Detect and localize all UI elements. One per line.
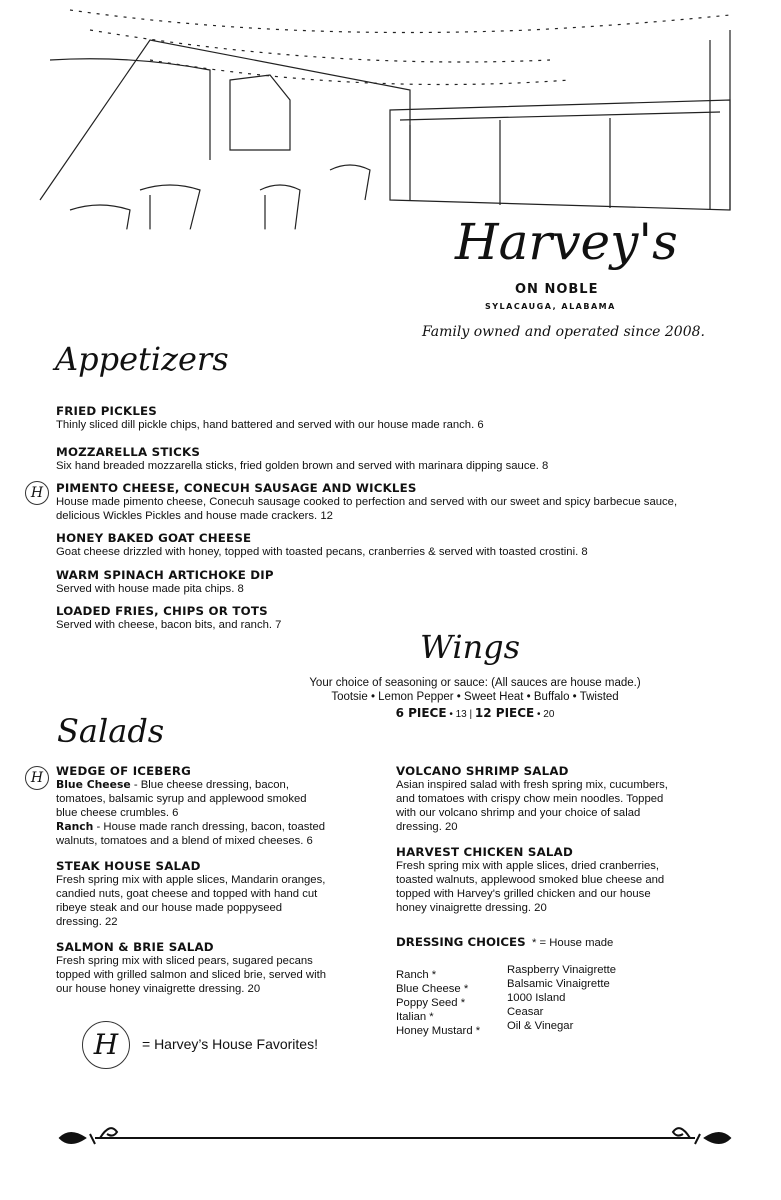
option-desc: - House made ranch dressing, bacon, toasted walnuts, tomatoes and a blend of mixed cheeses. 6 xyxy=(56,821,326,847)
dressing-title: DRESSING CHOICES xyxy=(396,935,526,949)
menu-item xyxy=(56,531,756,559)
option-desc: - Blue cheese dressing, bacon, tomatoes, balsamic syrup and applewood smoked blue cheese crumbles. 6 xyxy=(56,779,307,819)
house-favorite-legend-icon: H xyxy=(82,1021,130,1069)
item-desc xyxy=(56,778,331,820)
twelve-piece-label: 12 PIECE xyxy=(474,706,535,720)
appetizers-title: Appetizers xyxy=(55,340,229,378)
dressing-option: Ceasar xyxy=(507,1006,544,1018)
dressing-note: * = House made xyxy=(532,937,614,949)
dressing-option: Oil & Vinegar xyxy=(507,1020,574,1032)
item-desc: Goat cheese drizzled with honey, topped with toasted pecans, cranberries & served with toasted crostini. 8 xyxy=(56,546,588,558)
logo-name: Harvey's xyxy=(455,213,678,271)
menu-item xyxy=(56,481,716,523)
item-desc: House made pimento cheese, Conecuh sausage cooked to perfection and served with our sweet and spicy barbecue sauce, delicious Wickles Pickles and house made crackers. 12 xyxy=(56,496,678,522)
menu-item xyxy=(56,940,331,996)
twelve-piece-price: • 20 xyxy=(534,709,555,720)
item-desc: Six hand breaded mozzarella sticks, fried golden brown and served with marinara dipping sauce. 8 xyxy=(56,460,549,472)
item-name: STEAK HOUSE SALAD xyxy=(56,859,201,873)
legend-text: = Harvey’s House Favorites! xyxy=(142,1036,318,1052)
item-desc: Fresh spring mix with sliced pears, sugared pecans topped with grilled salmon and sliced brie, served with our house honey vinaigrette dressing. 20 xyxy=(56,955,327,995)
item-desc: Fresh spring mix with apple slices, Mandarin oranges, candied nuts, goat cheese and topped with hand cut ribeye steak and our house made poppyseed dressing. 22 xyxy=(56,874,326,928)
item-desc: Asian inspired salad with fresh spring mix, cucumbers, and tomatoes with crispy chow mein noodles. Topped with our volcano shrimp and your choice of salad dressing. 20 xyxy=(396,779,668,833)
dressing-option: Ranch * xyxy=(396,969,437,981)
item-name: WEDGE OF ICEBERG xyxy=(56,764,192,778)
menu-item xyxy=(56,568,756,596)
item-name: HONEY BAKED GOAT CHEESE xyxy=(56,531,252,545)
option-label: Ranch xyxy=(56,820,94,833)
item-name: VOLCANO SHRIMP SALAD xyxy=(396,764,569,778)
dressing-list-2 xyxy=(507,963,616,1033)
wings-flavors: Tootsie • Lemon Pepper • Sweet Heat • Buffalo • Twisted xyxy=(331,691,619,703)
item-name: MOZZARELLA STICKS xyxy=(56,445,201,459)
wings-title: Wings xyxy=(420,628,521,666)
menu-item xyxy=(56,404,756,432)
item-desc: Fresh spring mix with apple slices, dried cranberries, toasted walnuts, applewood smoked blue cheese and topped with Harvey's grilled chicken and our house honey vinaigrette dressing. 20 xyxy=(396,860,665,914)
menu-item xyxy=(56,445,756,473)
item-name: PIMENTO CHEESE, CONECUH SAUSAGE AND WICKLES xyxy=(56,481,417,495)
item-name: LOADED FRIES, CHIPS OR TOTS xyxy=(56,604,268,618)
item-name: FRIED PICKLES xyxy=(56,404,157,418)
item-desc xyxy=(56,820,331,848)
item-name: WARM SPINACH ARTICHOKE DIP xyxy=(56,568,274,582)
patio-illustration xyxy=(30,0,750,230)
logo-location: SYLACAUGA, ALABAMA xyxy=(485,302,616,311)
tagline: Family owned and operated since 2008. xyxy=(422,324,705,340)
dressing-list-1 xyxy=(396,968,480,1038)
dressing-option: Honey Mustard * xyxy=(396,1025,481,1037)
item-name: SALMON & BRIE SALAD xyxy=(56,940,214,954)
item-desc: Thinly sliced dill pickle chips, hand battered and served with our house made ranch. 6 xyxy=(56,419,484,431)
item-desc: Served with cheese, bacon bits, and ranch. 7 xyxy=(56,619,282,631)
wings-info xyxy=(275,676,675,722)
six-piece-price: • 13 | xyxy=(446,709,475,720)
logo-subtitle: ON NOBLE xyxy=(515,282,599,297)
dressing-option: Italian * xyxy=(396,1011,434,1023)
house-favorite-icon: H xyxy=(25,481,49,505)
dressing-option: 1000 Island xyxy=(507,992,566,1004)
six-piece-label: 6 PIECE xyxy=(395,706,447,720)
dressing-option: Raspberry Vinaigrette xyxy=(507,964,617,976)
item-name: HARVEST CHICKEN SALAD xyxy=(396,845,573,859)
salads-title: Salads xyxy=(57,712,165,750)
menu-item-wedge xyxy=(56,764,331,848)
menu-item xyxy=(56,604,756,632)
menu-item xyxy=(396,764,671,834)
dressing-option: Blue Cheese * xyxy=(396,983,469,995)
menu-item xyxy=(396,845,671,915)
house-favorite-icon: H xyxy=(25,766,49,790)
menu-item xyxy=(56,859,331,929)
dressing-option: Balsamic Vinaigrette xyxy=(507,978,610,990)
item-desc: Served with house made pita chips. 8 xyxy=(56,583,244,595)
wings-pricing xyxy=(275,706,675,722)
decorative-divider xyxy=(55,1122,735,1154)
dressing-option: Poppy Seed * xyxy=(396,997,466,1009)
option-label: Blue Cheese xyxy=(56,778,131,791)
wings-intro: Your choice of seasoning or sauce: (All sauces are house made.) xyxy=(309,677,641,689)
